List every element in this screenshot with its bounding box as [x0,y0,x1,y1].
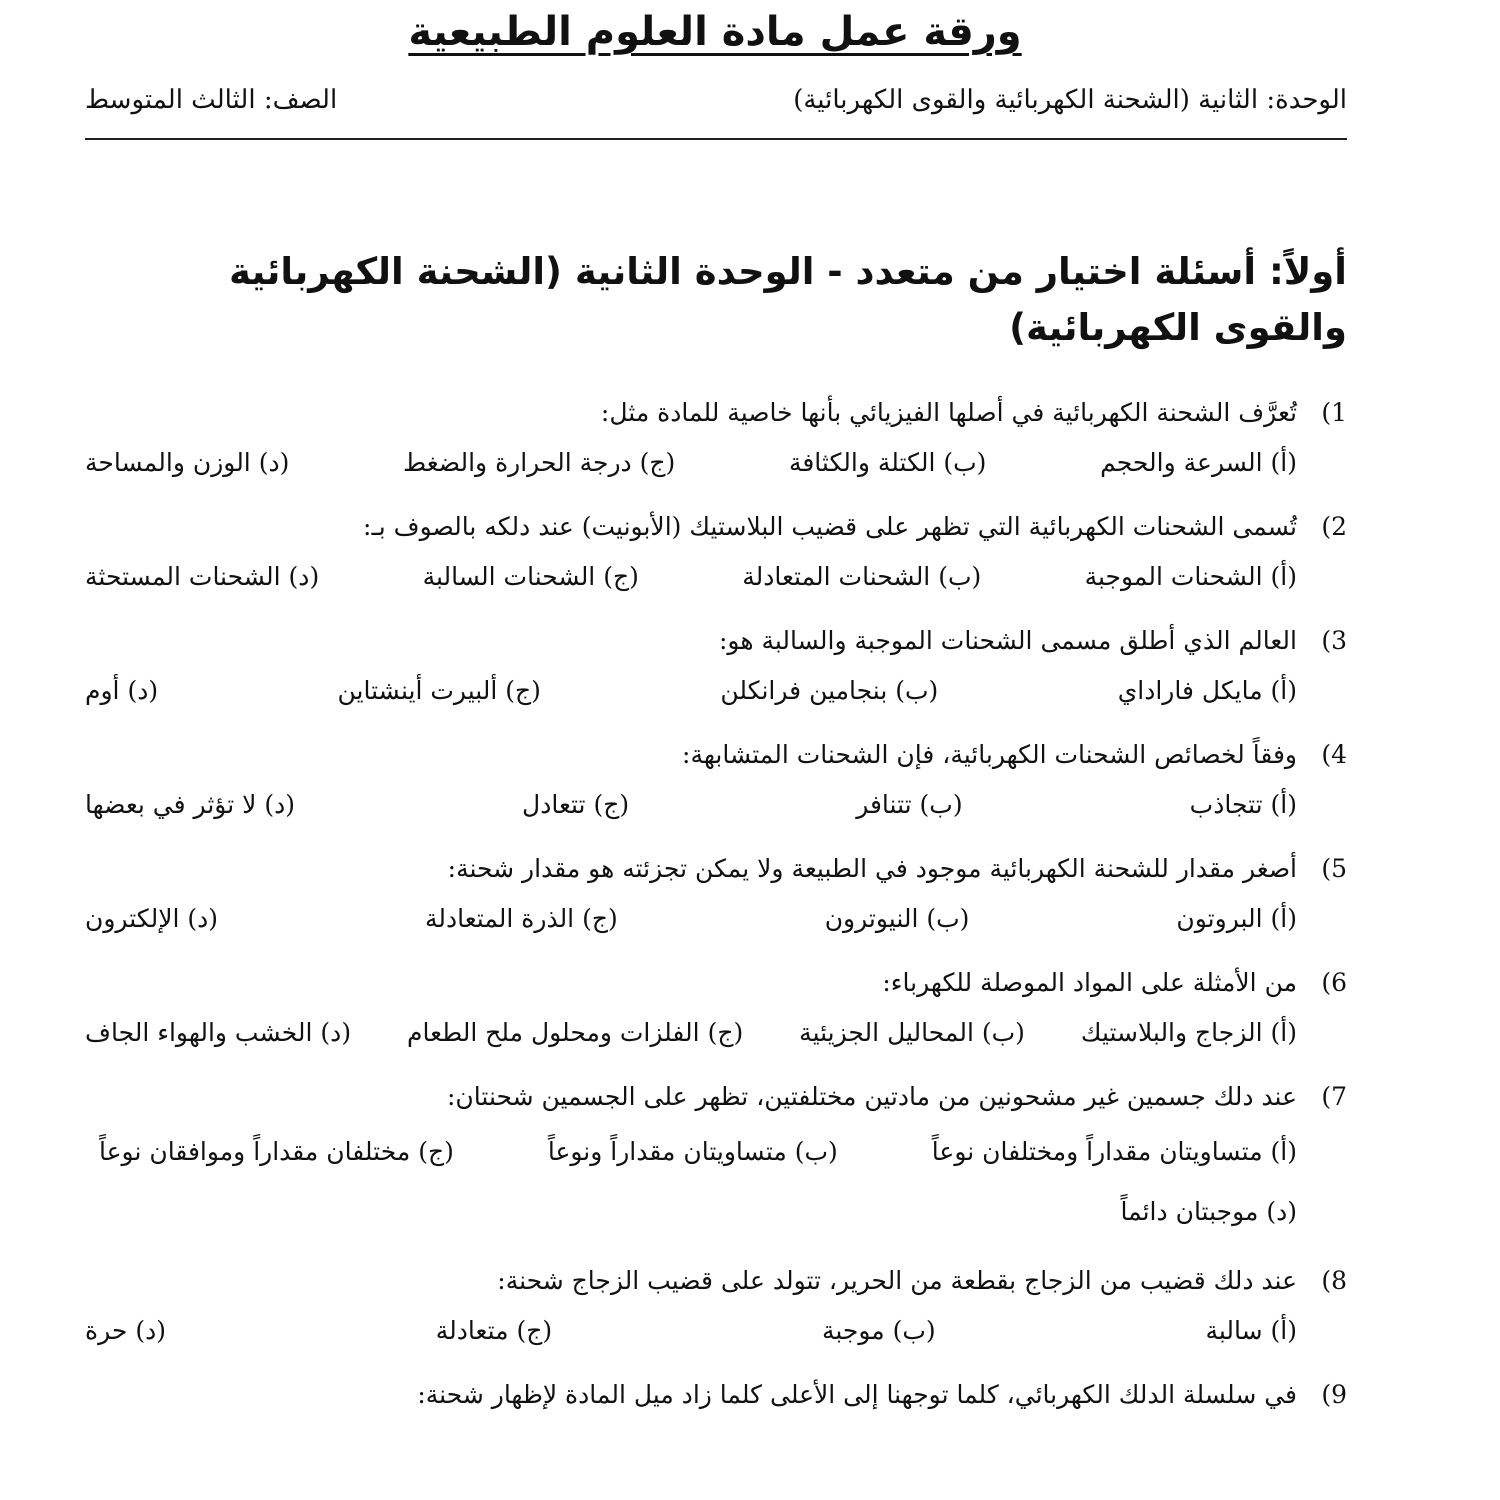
question-1 [85,388,1347,488]
question-stem: أصغر مقدار للشحنة الكهربائية موجود في الطبيعة ولا يمكن تجزئته هو مقدار شحنة: [447,854,1297,883]
option-d: (د) الإلكترون [85,904,218,933]
question-number: 4) [1321,740,1347,769]
option-a: (أ) الشحنات الموجبة [1084,562,1297,591]
option-c: (ج) درجة الحرارة والضغط [403,448,676,477]
option-b: (ب) موجبة [821,1316,936,1345]
question-8 [85,1256,1347,1356]
section-heading: أولاً: أسئلة اختيار من متعدد - الوحدة الثانية (الشحنة الكهربائية والقوى الكهربائية) [228,250,1347,349]
option-c: (ج) الفلزات ومحلول ملح الطعام [407,1018,744,1047]
unit-label: الوحدة: الثانية (الشحنة الكهربائية والقوى الكهربائية) [793,85,1347,115]
question-stem: وفقاً لخصائص الشحنات الكهربائية، فإن الشحنات المتشابهة: [682,740,1297,769]
question-number: 8) [1321,1266,1347,1295]
option-d: (د) الوزن والمساحة [85,448,290,477]
option-b: (ب) متساويتان مقداراً ونوعاً [547,1137,838,1166]
option-b: (ب) الكتلة والكثافة [788,448,987,477]
option-b: (ب) بنجامين فرانكلن [720,676,939,705]
option-a: (أ) مايكل فاراداي [1117,676,1297,705]
question-3 [85,616,1347,716]
grade-label: الصف: الثالث المتوسط [85,85,338,115]
option-a: (أ) متساويتان مقداراً ومختلفان نوعاً [931,1137,1298,1166]
question-7 [85,1072,1347,1242]
option-d: (د) موجبتان دائماً [1120,1197,1297,1226]
question-number: 1) [1321,398,1347,427]
question-number: 3) [1321,626,1347,655]
question-stem: من الأمثلة على المواد الموصلة للكهرباء: [882,968,1297,997]
option-a: (أ) البروتون [1176,904,1297,933]
option-c: (ج) ألبيرت أينشتاين [337,676,541,705]
option-d: (د) حرة [85,1316,166,1345]
question-number: 7) [1321,1082,1347,1111]
question-stem: العالم الذي أطلق مسمى الشحنات الموجبة والسالبة هو: [718,626,1297,655]
option-b: (ب) النيوترون [824,904,970,933]
worksheet-title: ورقة عمل مادة العلوم الطبيعية [408,9,1022,55]
option-b: (ب) الشحنات المتعادلة [742,562,982,591]
option-d: (د) الخشب والهواء الجاف [85,1018,352,1047]
question-number: 9) [1321,1380,1347,1409]
question-stem: عند دلك قضيب من الزجاج بقطعة من الحرير، تتولد على قضيب الزجاج شحنة: [497,1266,1297,1295]
option-c: (ج) الشحنات السالبة [422,562,639,591]
question-stem: تُعرَّف الشحنة الكهربائية في أصلها الفيزيائي بأنها خاصية للمادة مثل: [600,398,1297,427]
option-b: (ب) تتنافر [856,790,963,819]
question-number: 2) [1321,512,1347,541]
option-b: (ب) المحاليل الجزيئية [799,1018,1025,1047]
worksheet-meta [85,80,1347,124]
questions-list [85,388,1347,1434]
question-2 [85,502,1347,602]
option-c: (ج) متعادلة [435,1316,553,1345]
question-number: 5) [1321,854,1347,883]
question-9 [85,1370,1347,1420]
option-c: (ج) تتعادل [522,790,630,819]
option-a: (أ) تتجاذب [1189,790,1297,819]
option-d: (د) الشحنات المستحثة [85,562,320,591]
option-d: (د) أوم [85,676,159,705]
question-5 [85,844,1347,944]
question-stem: عند دلك جسمين غير مشحونين من مادتين مختلفتين، تظهر على الجسمين شحنتان: [447,1082,1297,1111]
option-a: (أ) السرعة والحجم [1100,448,1297,477]
header-divider [85,138,1347,140]
option-c: (ج) الذرة المتعادلة [424,904,618,933]
option-a: (أ) الزجاج والبلاستيك [1080,1018,1297,1047]
question-4 [85,730,1347,830]
option-c: (ج) مختلفان مقداراً وموافقان نوعاً [99,1137,454,1166]
question-6 [85,958,1347,1058]
question-stem: في سلسلة الدلك الكهربائي، كلما توجهنا إلى الأعلى كلما زاد ميل المادة لإظهار شحنة: [417,1380,1297,1409]
question-number: 6) [1321,968,1347,997]
question-stem: تُسمى الشحنات الكهربائية التي تظهر على قضيب البلاستيك (الأبونيت) عند دلكه بالصوف بـ: [363,512,1297,541]
option-a: (أ) سالبة [1205,1316,1297,1345]
option-d: (د) لا تؤثر في بعضها [85,790,295,819]
